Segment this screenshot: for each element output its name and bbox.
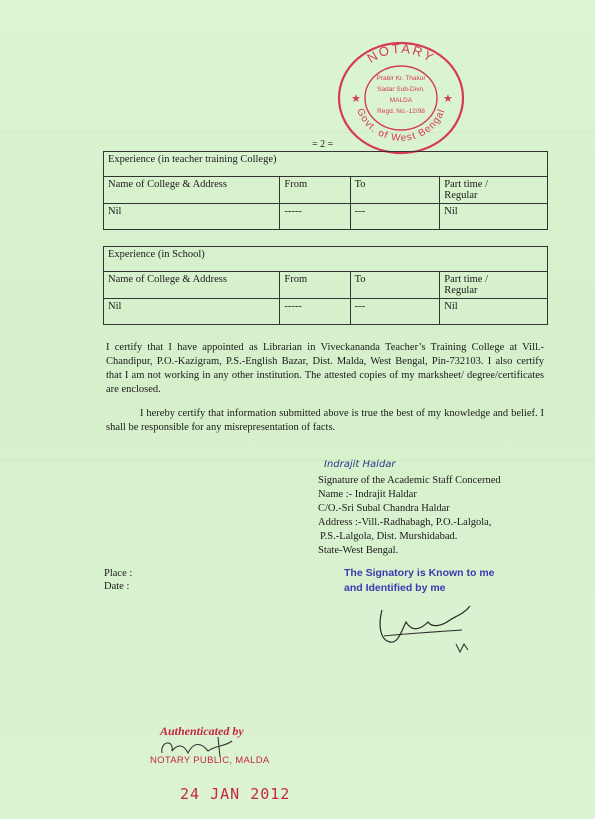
signatory-address: Address :-Vill.-Radhabagh, P.O.-Lalgola, bbox=[318, 517, 492, 528]
authenticated-by-label: Authenticated by bbox=[160, 724, 244, 738]
page-fold bbox=[0, 132, 595, 133]
page-number: = 2 = bbox=[312, 139, 334, 150]
table-cell: Nil bbox=[104, 204, 280, 230]
declaration-paragraph: I hereby certify that information submitted above is true the best of my knowledge and belief. I shall be responsible for any misrepresentation of facts. bbox=[106, 408, 544, 433]
table-header: To bbox=[350, 177, 440, 204]
table-title: Experience (in School) bbox=[104, 247, 548, 272]
table-header: Part time / Regular bbox=[440, 177, 548, 204]
table-header: From bbox=[280, 177, 350, 204]
table-header-row bbox=[104, 272, 548, 299]
table-header-row bbox=[104, 177, 548, 204]
experience-school-table bbox=[103, 246, 548, 325]
table-cell: ----- bbox=[280, 299, 350, 325]
table-row bbox=[104, 204, 548, 230]
certification-paragraph: I certify that I have appointed as Librarian in Viveckananda Teacher’s Training College at Vill.-Chandipur, P.O.-Kazigram, P.S.-English Bazar, Dist. Malda, West Bengal, Pin-732103. I also certify that I am not working in any other institution. The attested copies of my marksheet/ degree/certificates are enclosed. bbox=[106, 342, 544, 395]
place-date-block bbox=[104, 567, 132, 593]
table-header: Name of College & Address bbox=[104, 177, 280, 204]
experience-college-table bbox=[103, 151, 548, 230]
seal-line2: Sadar Sub-Divn. bbox=[377, 86, 425, 93]
notary-signature-scribble bbox=[372, 600, 492, 660]
date-label: Date : bbox=[104, 581, 130, 592]
table-cell: Nil bbox=[440, 299, 548, 325]
seal-line3: MALDA bbox=[389, 97, 413, 104]
table-cell: Nil bbox=[104, 299, 280, 325]
seal-bottom-text: Govt. of West Bengal bbox=[354, 106, 448, 145]
table-cell: --- bbox=[350, 299, 440, 325]
svg-text:NOTARY bbox=[364, 41, 437, 66]
stamp-line: The Signatory is Known to me bbox=[344, 567, 495, 579]
stamp-line: and Identified by me bbox=[344, 582, 446, 594]
seal-line1: Prabir Kr. Thakur bbox=[376, 75, 426, 82]
table-cell: Nil bbox=[440, 204, 548, 230]
authentication-stamp bbox=[150, 724, 270, 766]
date-stamp: 24 JAN 2012 bbox=[180, 785, 291, 803]
seal-line4: Regd. No.-12/98 bbox=[377, 108, 425, 115]
seal-top-text: NOTARY bbox=[364, 40, 438, 66]
notary-seal bbox=[334, 36, 468, 156]
signatory-care-of: C/O.-Sri Subal Chandra Haldar bbox=[318, 503, 450, 514]
table-row bbox=[104, 299, 548, 325]
identification-stamp bbox=[344, 566, 495, 596]
seal-star-icon: ★ bbox=[351, 93, 361, 105]
page-fold bbox=[0, 460, 595, 461]
table-header: Part time / Regular bbox=[440, 272, 548, 299]
table-header: To bbox=[350, 272, 440, 299]
handwritten-signature: Indrajit Haldar bbox=[324, 459, 396, 470]
table-cell: ----- bbox=[280, 204, 350, 230]
notary-public-label: NOTARY PUBLIC, MALDA bbox=[150, 755, 270, 766]
signatory-name: Name :- Indrajit Haldar bbox=[318, 489, 417, 500]
seal-star-icon: ★ bbox=[443, 93, 453, 105]
place-label: Place : bbox=[104, 568, 133, 579]
signatory-state: State-West Bengal. bbox=[318, 545, 399, 556]
table-cell: --- bbox=[350, 204, 440, 230]
signature-block bbox=[318, 474, 501, 558]
signature-caption: Signature of the Academic Staff Concerned bbox=[318, 475, 501, 486]
table-header: Name of College & Address bbox=[104, 272, 280, 299]
table-title: Experience (in teacher training College) bbox=[104, 152, 548, 177]
signatory-address: P.S.-Lalgola, Dist. Murshidabad. bbox=[320, 531, 458, 542]
table-header: From bbox=[280, 272, 350, 299]
